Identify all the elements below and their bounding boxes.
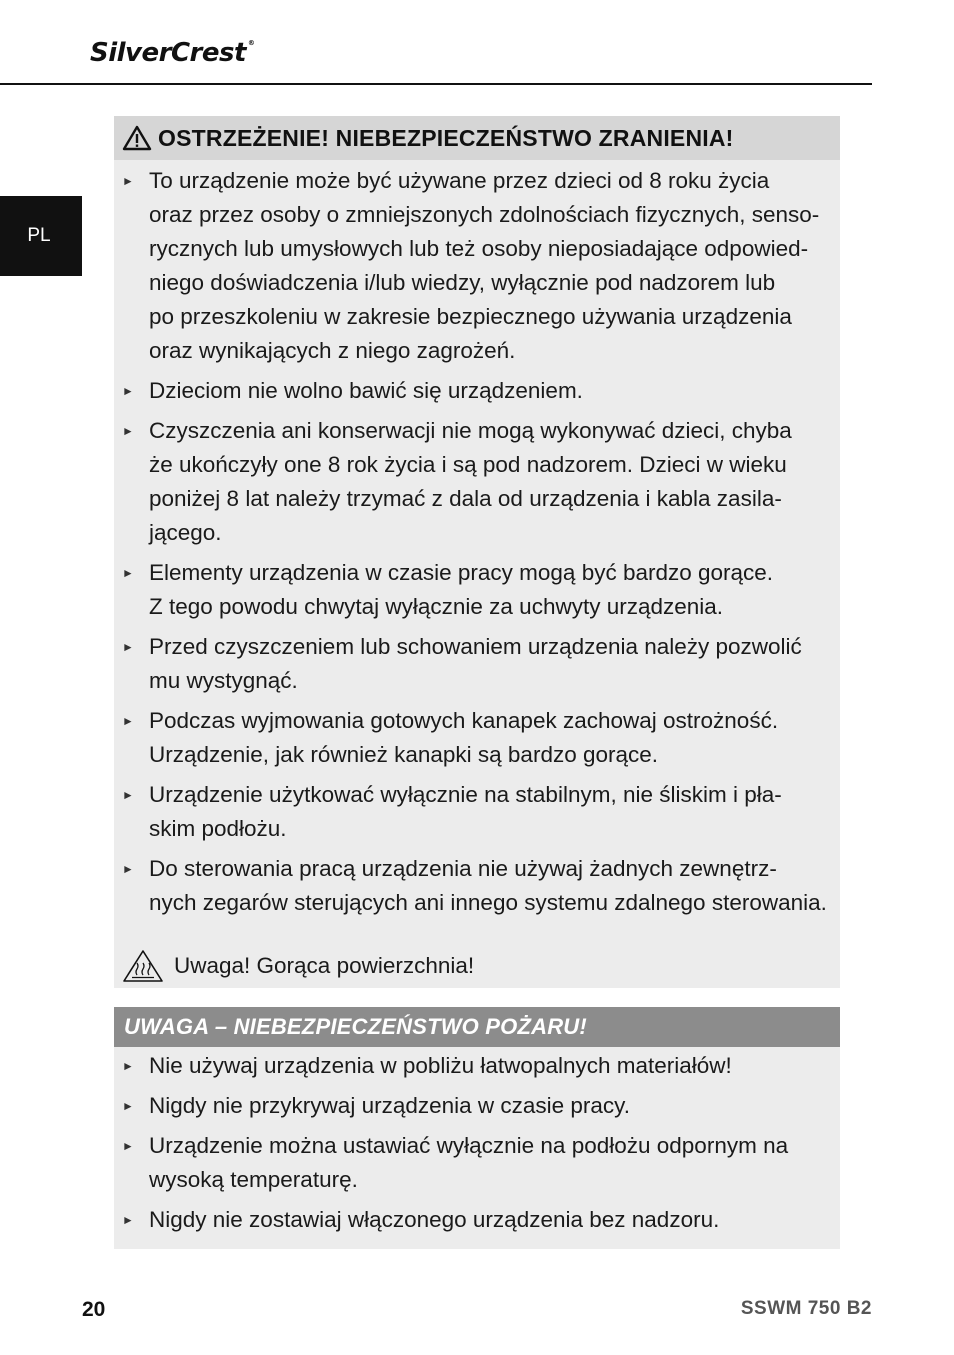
fire-section-title: UWAGA – NIEBEZPIECZEŃSTWO POŻARU! [124,1014,587,1039]
list-item: ► Urządzenie można ustawiać wyłącznie na podłożu odpornym na wysoką temperaturę. [122,1129,834,1197]
fire-section-header [114,1007,840,1047]
hot-surface-text: Uwaga! Gorąca powierzchnia! [174,953,475,978]
model-number: SSWM 750 B2 [740,1298,872,1319]
arrow-bullet-icon: ► [122,566,134,580]
list-item: ► To urządzenie może być używane przez dzieci od 8 roku życia oraz przez osoby o zmniejszonych zdolnościach fizycznych, senso- rycznych lub umysłowych lub też osoby nieposiadające odpowied- niego doświadczenia i/lub wiedzy, wyłącznie pod nadzorem lub po przeszkoleniu w zakresie bezpiecznego używania urządzenia oraz wynikających z niego zagrożeń. [122,164,834,368]
list-item: ► Dzieciom nie wolno bawić się urządzeniem. [122,374,834,408]
page-number: 20 [82,1298,106,1321]
arrow-bullet-icon: ► [122,1139,134,1153]
arrow-bullet-icon: ► [122,174,134,188]
warning-triangle-icon [122,125,152,151]
arrow-bullet-icon: ► [122,1213,134,1227]
list-item: ► Elementy urządzenia w czasie pracy mogą być bardzo gorące. Z tego powodu chwytaj wyłącznie za uchwyty urządzenia. [122,556,834,624]
arrow-bullet-icon: ► [122,714,134,728]
arrow-bullet-icon: ► [122,640,134,654]
hot-surface-note [122,949,474,983]
arrow-bullet-icon: ► [122,384,134,398]
hot-surface-icon [122,949,164,983]
list-item: ► Nigdy nie przykrywaj urządzenia w czasie pracy. [122,1089,834,1123]
fire-list [122,1049,834,1243]
list-item: ► Urządzenie użytkować wyłącznie na stabilnym, nie śliskim i pła- skim podłożu. [122,778,834,846]
warning-section-title: OSTRZEŻENIE! NIEBEZPIECZEŃSTWO ZRANIENIA! [158,124,734,151]
list-item: ► Do sterowania pracą urządzenia nie używaj żadnych zewnętrz- nych zegarów sterujących ani innego systemu zdalnego sterowania. [122,852,834,920]
arrow-bullet-icon: ► [122,788,134,802]
list-item: ► Nigdy nie zostawiaj włączonego urządzenia bez nadzoru. [122,1203,834,1237]
brand-logo: SilverCrest ® [90,38,255,68]
arrow-bullet-icon: ► [122,1099,134,1113]
warning-list [122,164,834,926]
fire-section [114,1007,840,1249]
list-item: ► Przed czyszczeniem lub schowaniem urządzenia należy pozwolić mu wystygnąć. [122,630,834,698]
list-item: ► Nie używaj urządzenia w pobliżu łatwopalnych materiałów! [122,1049,834,1083]
list-item: ► Czyszczenia ani konserwacji nie mogą wykonywać dzieci, chyba że ukończyły one 8 rok życia i są pod nadzorem. Dzieci w wieku poniżej 8 lat należy trzymać z dala od urządzenia i kabla zasila- jącego. [122,414,834,550]
warning-section [114,116,840,988]
list-item: ► Podczas wyjmowania gotowych kanapek zachowaj ostrożność. Urządzenie, jak również kanapki są bardzo gorące. [122,704,834,772]
header-divider [0,83,872,85]
arrow-bullet-icon: ► [122,1059,134,1073]
language-tab: PL [0,196,82,276]
warning-section-header [114,116,840,160]
arrow-bullet-icon: ► [122,862,134,876]
arrow-bullet-icon: ► [122,424,134,438]
